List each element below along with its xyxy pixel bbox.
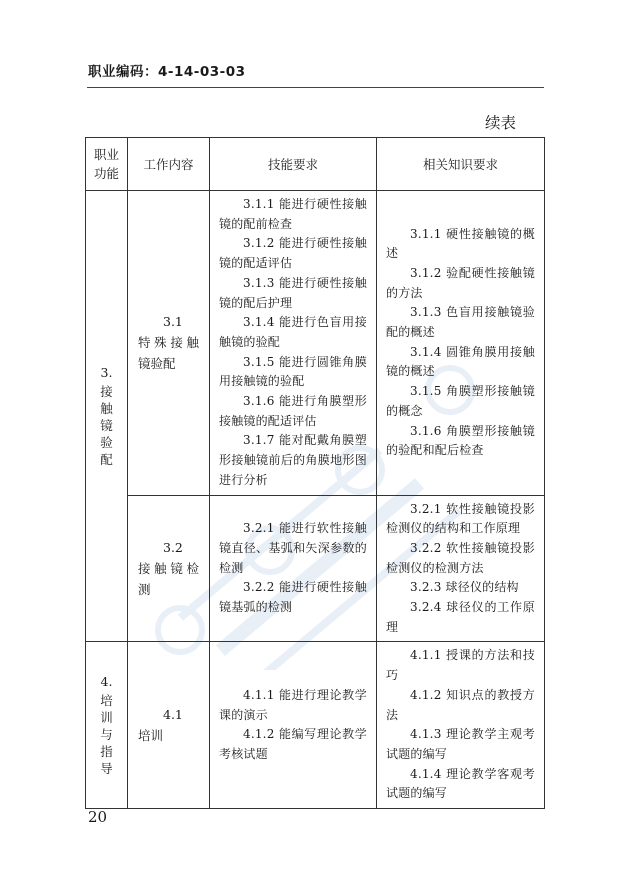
skill-item: 4.1.1 能进行理论教学课的演示 [219, 687, 367, 722]
skill-item: 3.1.4 能进行色盲用接触镜的验配 [219, 315, 367, 349]
table-row [86, 495, 545, 642]
table-header-row [86, 138, 545, 191]
knowledge-item: 4.1.1 授课的方法和技巧 [386, 648, 535, 683]
knowledge-item: 3.1.1 硬性接触镜的概述 [386, 226, 535, 261]
skill-item: 3.2.2 能进行硬性接触镜基弧的检测 [219, 580, 367, 615]
work-content-cell: 3.1 特殊接触镜验配 [128, 191, 210, 496]
table-row [86, 191, 545, 496]
function-name: 培训与指导 [100, 693, 113, 777]
skill-item: 3.1.5 能进行圆锥角膜用接触镜的验配 [219, 354, 367, 389]
knowledge-item: 3.2.1 软性接触镜投影检测仪的结构和工作原理 [386, 501, 535, 536]
skill-item: 3.1.3 能进行硬性接触镜的配后护理 [219, 275, 367, 310]
table-row [86, 642, 545, 809]
knowledge-cell [377, 642, 545, 809]
function-number: 4. [100, 674, 113, 690]
skill-item: 3.1.7 能对配戴角膜塑形接触镜前后的角膜地形图进行分析 [219, 433, 367, 487]
knowledge-cell [377, 191, 545, 496]
continued-label: 续表 [485, 114, 517, 132]
header-rule [87, 87, 544, 88]
knowledge-item: 3.1.6 角膜塑形接触镜的验配和配后检查 [386, 423, 535, 458]
header-knowledge: 相关知识要求 [377, 138, 545, 191]
knowledge-item: 3.2.2 软性接触镜投影检测仪的检测方法 [386, 540, 535, 575]
skill-item: 3.1.6 能进行角膜塑形接触镜的配适评估 [219, 394, 367, 428]
knowledge-item: 3.2.3 球径仪的结构 [410, 580, 519, 595]
knowledge-item: 3.2.4 球径仪的工作原理 [386, 600, 535, 634]
skills-cell [210, 495, 377, 642]
knowledge-item: 3.1.2 验配硬性接触镜的方法 [386, 265, 535, 300]
header-skills: 技能要求 [210, 138, 377, 191]
knowledge-cell [377, 495, 545, 642]
skills-cell [210, 191, 377, 496]
skill-item: 4.1.2 能编写理论教学考核试题 [219, 727, 367, 761]
skill-item: 3.2.1 能进行软性接触镜直径、基弧和矢深参数的检测 [219, 521, 367, 575]
knowledge-item: 4.1.2 知识点的教授方法 [386, 687, 535, 722]
knowledge-item: 4.1.4 理论教学客观考试题的编写 [386, 766, 535, 801]
work-content-cell: 4.1 培训 [128, 642, 210, 809]
knowledge-item: 4.1.3 理论教学主观考试题的编写 [386, 727, 535, 761]
header-function: 职业功能 [86, 138, 128, 191]
function-cell-4 [86, 642, 128, 809]
knowledge-item: 3.1.5 角膜塑形接触镜的概念 [386, 384, 535, 418]
function-name: 接触镜验配 [100, 384, 113, 468]
page-number: 20 [88, 808, 108, 826]
skill-item: 3.1.1 能进行硬性接触镜的配前检查 [219, 197, 367, 231]
header-work-content: 工作内容 [128, 138, 210, 191]
work-content-cell: 3.2 接触镜检测 [128, 495, 210, 642]
function-cell-3 [86, 191, 128, 642]
knowledge-item: 3.1.4 圆锥角膜用接触镜的概述 [386, 344, 535, 379]
skills-table [85, 137, 545, 809]
skill-item: 3.1.2 能进行硬性接触镜的配适评估 [219, 236, 367, 271]
function-number: 3. [100, 365, 113, 381]
job-code: 职业编码：4-14-03-03 [88, 64, 246, 80]
skills-cell [210, 642, 377, 809]
knowledge-item: 3.1.3 色盲用接触镜验配的概述 [386, 305, 535, 340]
